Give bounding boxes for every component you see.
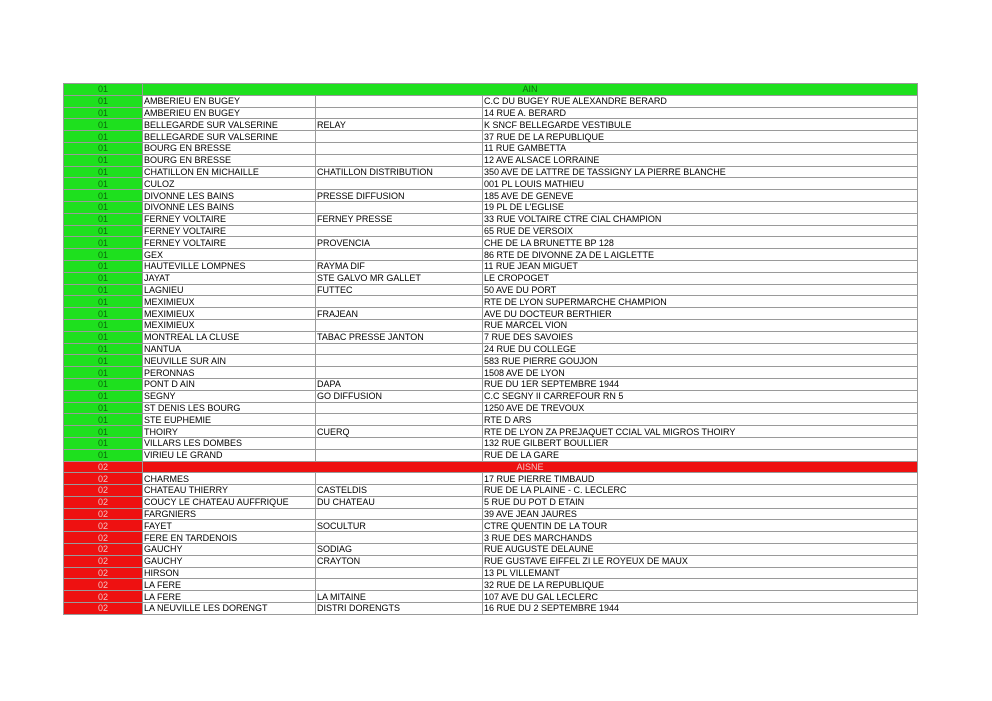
city-cell[interactable]: GAUCHY bbox=[143, 544, 316, 556]
address-cell[interactable]: RUE MARCEL VION bbox=[483, 319, 918, 331]
department-code-cell[interactable]: 01 bbox=[64, 343, 143, 355]
table-row bbox=[64, 402, 918, 414]
table-row bbox=[64, 544, 918, 556]
department-code-cell[interactable]: 01 bbox=[64, 284, 143, 296]
table-row bbox=[64, 355, 918, 367]
department-code-cell[interactable]: 02 bbox=[64, 508, 143, 520]
table-row bbox=[64, 201, 918, 213]
city-cell[interactable]: BOURG EN BRESSE bbox=[143, 154, 316, 166]
city-cell[interactable]: AMBERIEU EN BUGEY bbox=[143, 107, 316, 119]
company-cell[interactable] bbox=[316, 154, 483, 166]
address-cell[interactable]: 13 PL VILLEMANT bbox=[483, 567, 918, 579]
company-cell[interactable]: CHATILLON DISTRIBUTION bbox=[316, 166, 483, 178]
city-cell[interactable]: BOURG EN BRESSE bbox=[143, 142, 316, 154]
address-cell[interactable]: RUE DU 1ER SEPTEMBRE 1944 bbox=[483, 378, 918, 390]
department-code-cell[interactable]: 01 bbox=[64, 355, 143, 367]
department-code-cell[interactable]: 02 bbox=[64, 544, 143, 556]
address-cell[interactable]: 583 RUE PIERRE GOUJON bbox=[483, 355, 918, 367]
city-cell[interactable]: FERNEY VOLTAIRE bbox=[143, 225, 316, 237]
company-cell[interactable]: SODIAG bbox=[316, 544, 483, 556]
table-row bbox=[64, 154, 918, 166]
city-cell[interactable]: CHARMES bbox=[143, 473, 316, 485]
address-cell[interactable]: AVE DU DOCTEUR BERTHIER bbox=[483, 308, 918, 320]
department-code-cell[interactable]: 01 bbox=[64, 378, 143, 390]
address-cell[interactable]: 132 RUE GILBERT BOULLIER bbox=[483, 437, 918, 449]
table-row bbox=[64, 508, 918, 520]
department-code-cell[interactable]: 01 bbox=[64, 154, 143, 166]
address-cell[interactable]: 14 RUE A. BERARD bbox=[483, 107, 918, 119]
city-cell[interactable]: SEGNY bbox=[143, 390, 316, 402]
address-cell[interactable]: 86 RTE DE DIVONNE ZA DE L AIGLETTE bbox=[483, 249, 918, 261]
company-cell[interactable] bbox=[316, 449, 483, 461]
city-cell[interactable]: MONTREAL LA CLUSE bbox=[143, 331, 316, 343]
department-code-cell[interactable]: 01 bbox=[64, 437, 143, 449]
company-cell[interactable]: SOCULTUR bbox=[316, 520, 483, 532]
city-cell[interactable]: FERE EN TARDENOIS bbox=[143, 532, 316, 544]
address-cell[interactable]: 65 RUE DE VERSOIX bbox=[483, 225, 918, 237]
city-cell[interactable]: MEXIMIEUX bbox=[143, 296, 316, 308]
table-row bbox=[64, 367, 918, 379]
company-cell[interactable]: RAYMA DIF bbox=[316, 260, 483, 272]
table-row bbox=[64, 107, 918, 119]
city-cell[interactable]: FAYET bbox=[143, 520, 316, 532]
address-cell[interactable]: RUE DE LA PLAINE - C. LECLERC bbox=[483, 485, 918, 497]
company-cell[interactable]: CASTELDIS bbox=[316, 485, 483, 497]
company-cell[interactable] bbox=[316, 508, 483, 520]
address-cell[interactable]: RUE AUGUSTE DELAUNE bbox=[483, 544, 918, 556]
department-code-cell[interactable]: 01 bbox=[64, 260, 143, 272]
department-code-cell[interactable]: 01 bbox=[64, 225, 143, 237]
address-cell[interactable]: 17 RUE PIERRE TIMBAUD bbox=[483, 473, 918, 485]
company-cell[interactable]: DAPA bbox=[316, 378, 483, 390]
city-cell[interactable]: BELLEGARDE SUR VALSERINE bbox=[143, 131, 316, 143]
table-row bbox=[64, 532, 918, 544]
table-row bbox=[64, 449, 918, 461]
department-code-cell[interactable]: 01 bbox=[64, 367, 143, 379]
address-cell[interactable]: 16 RUE DU 2 SEPTEMBRE 1944 bbox=[483, 603, 918, 615]
table-row bbox=[64, 296, 918, 308]
city-cell[interactable]: CHATEAU THIERRY bbox=[143, 485, 316, 497]
city-cell[interactable]: BELLEGARDE SUR VALSERINE bbox=[143, 119, 316, 131]
department-code-cell[interactable]: 02 bbox=[64, 567, 143, 579]
department-code-cell[interactable]: 01 bbox=[64, 142, 143, 154]
address-cell[interactable]: 39 AVE JEAN JAURES bbox=[483, 508, 918, 520]
address-cell[interactable]: K SNCF BELLEGARDE VESTIBULE bbox=[483, 119, 918, 131]
company-cell[interactable] bbox=[316, 249, 483, 261]
department-code-cell[interactable]: 01 bbox=[64, 178, 143, 190]
department-code-cell[interactable]: 01 bbox=[64, 166, 143, 178]
company-cell[interactable]: STE GALVO MR GALLET bbox=[316, 272, 483, 284]
company-cell[interactable]: CUERQ bbox=[316, 426, 483, 438]
city-cell[interactable]: GAUCHY bbox=[143, 555, 316, 567]
company-cell[interactable]: RELAY bbox=[316, 119, 483, 131]
department-code-cell[interactable]: 02 bbox=[64, 603, 143, 615]
company-cell[interactable] bbox=[316, 414, 483, 426]
city-cell[interactable]: GEX bbox=[143, 249, 316, 261]
address-cell[interactable]: 33 RUE VOLTAIRE CTRE CIAL CHAMPION bbox=[483, 213, 918, 225]
table-row bbox=[64, 591, 918, 603]
company-cell[interactable] bbox=[316, 131, 483, 143]
department-code-cell[interactable]: 02 bbox=[64, 532, 143, 544]
address-cell[interactable]: 1250 AVE DE TREVOUX bbox=[483, 402, 918, 414]
department-code-cell[interactable]: 01 bbox=[64, 319, 143, 331]
department-code-cell[interactable]: 01 bbox=[64, 131, 143, 143]
city-cell[interactable]: COUCY LE CHATEAU AUFFRIQUE bbox=[143, 496, 316, 508]
table-row bbox=[64, 237, 918, 249]
address-cell[interactable]: 1508 AVE DE LYON bbox=[483, 367, 918, 379]
address-cell[interactable]: RTE D ARS bbox=[483, 414, 918, 426]
city-cell[interactable]: ST DENIS LES BOURG bbox=[143, 402, 316, 414]
table-row bbox=[64, 390, 918, 402]
address-cell[interactable]: RUE DE LA GARE bbox=[483, 449, 918, 461]
company-cell[interactable]: LA MITAINE bbox=[316, 591, 483, 603]
address-cell[interactable]: 24 RUE DU COLLEGE bbox=[483, 343, 918, 355]
address-cell[interactable]: 37 RUE DE LA REPUBLIQUE bbox=[483, 131, 918, 143]
company-cell[interactable] bbox=[316, 343, 483, 355]
department-code-cell[interactable]: 02 bbox=[64, 461, 143, 473]
company-cell[interactable]: DISTRI DORENGTS bbox=[316, 603, 483, 615]
city-cell[interactable]: LAGNIEU bbox=[143, 284, 316, 296]
department-code-cell[interactable]: 02 bbox=[64, 473, 143, 485]
table-row bbox=[64, 579, 918, 591]
city-cell[interactable]: HIRSON bbox=[143, 567, 316, 579]
city-cell[interactable]: FARGNIERS bbox=[143, 508, 316, 520]
company-cell[interactable]: DU CHATEAU bbox=[316, 496, 483, 508]
address-cell[interactable]: RUE GUSTAVE EIFFEL ZI LE ROYEUX DE MAUX bbox=[483, 555, 918, 567]
city-cell[interactable]: NEUVILLE SUR AIN bbox=[143, 355, 316, 367]
table-row bbox=[64, 142, 918, 154]
table-row bbox=[64, 555, 918, 567]
company-cell[interactable] bbox=[316, 95, 483, 107]
table-row bbox=[64, 520, 918, 532]
address-cell[interactable]: LE CROPOGET bbox=[483, 272, 918, 284]
address-cell[interactable]: 7 RUE DES SAVOIES bbox=[483, 331, 918, 343]
department-code-cell[interactable]: 01 bbox=[64, 201, 143, 213]
table-row bbox=[64, 319, 918, 331]
department-header-row bbox=[64, 84, 918, 96]
table-row bbox=[64, 284, 918, 296]
address-cell[interactable]: C.C SEGNY II CARREFOUR RN 5 bbox=[483, 390, 918, 402]
city-cell[interactable]: NANTUA bbox=[143, 343, 316, 355]
city-cell[interactable]: JAYAT bbox=[143, 272, 316, 284]
department-code-cell[interactable]: 01 bbox=[64, 237, 143, 249]
department-code-cell[interactable]: 01 bbox=[64, 190, 143, 202]
department-code-cell[interactable]: 01 bbox=[64, 84, 143, 96]
table-row bbox=[64, 178, 918, 190]
address-cell[interactable]: 50 AVE DU PORT bbox=[483, 284, 918, 296]
department-code-cell[interactable]: 01 bbox=[64, 272, 143, 284]
department-code-cell[interactable]: 01 bbox=[64, 119, 143, 131]
address-cell[interactable]: RTE DE LYON ZA PREJAQUET CCIAL VAL MIGROS THOIRY bbox=[483, 426, 918, 438]
address-cell[interactable]: 001 PL LOUIS MATHIEU bbox=[483, 178, 918, 190]
company-cell[interactable] bbox=[316, 402, 483, 414]
company-cell[interactable] bbox=[316, 473, 483, 485]
city-cell[interactable]: MEXIMIEUX bbox=[143, 319, 316, 331]
department-code-cell[interactable]: 02 bbox=[64, 520, 143, 532]
table-row bbox=[64, 473, 918, 485]
city-cell[interactable]: FERNEY VOLTAIRE bbox=[143, 237, 316, 249]
table-row bbox=[64, 272, 918, 284]
table-row bbox=[64, 249, 918, 261]
company-cell[interactable]: FRAJEAN bbox=[316, 308, 483, 320]
address-cell[interactable]: 5 RUE DU POT D ETAIN bbox=[483, 496, 918, 508]
table-row bbox=[64, 378, 918, 390]
address-cell[interactable]: 185 AVE DE GENEVE bbox=[483, 190, 918, 202]
table-row bbox=[64, 308, 918, 320]
table-row bbox=[64, 95, 918, 107]
department-code-cell[interactable]: 01 bbox=[64, 296, 143, 308]
department-code-cell[interactable]: 02 bbox=[64, 579, 143, 591]
company-cell[interactable]: PRESSE DIFFUSION bbox=[316, 190, 483, 202]
city-cell[interactable]: STE EUPHEMIE bbox=[143, 414, 316, 426]
city-cell[interactable]: FERNEY VOLTAIRE bbox=[143, 213, 316, 225]
table-row bbox=[64, 131, 918, 143]
department-code-cell[interactable]: 01 bbox=[64, 213, 143, 225]
address-cell[interactable]: 11 RUE JEAN MIGUET bbox=[483, 260, 918, 272]
city-cell[interactable]: VIRIEU LE GRAND bbox=[143, 449, 316, 461]
spreadsheet-table bbox=[63, 83, 918, 615]
company-cell[interactable] bbox=[316, 437, 483, 449]
company-cell[interactable] bbox=[316, 319, 483, 331]
city-cell[interactable]: DIVONNE LES BAINS bbox=[143, 201, 316, 213]
city-cell[interactable]: VILLARS LES DOMBES bbox=[143, 437, 316, 449]
department-code-cell[interactable]: 02 bbox=[64, 555, 143, 567]
address-cell[interactable]: 12 AVE ALSACE LORRAINE bbox=[483, 154, 918, 166]
department-code-cell[interactable]: 01 bbox=[64, 331, 143, 343]
city-cell[interactable]: DIVONNE LES BAINS bbox=[143, 190, 316, 202]
department-code-cell[interactable]: 01 bbox=[64, 107, 143, 119]
table-row bbox=[64, 119, 918, 131]
company-cell[interactable] bbox=[316, 532, 483, 544]
address-cell[interactable]: 3 RUE DES MARCHANDS bbox=[483, 532, 918, 544]
table-row bbox=[64, 485, 918, 497]
company-cell[interactable]: TABAC PRESSE JANTON bbox=[316, 331, 483, 343]
city-cell[interactable]: PONT D AIN bbox=[143, 378, 316, 390]
department-code-cell[interactable]: 01 bbox=[64, 402, 143, 414]
company-cell[interactable] bbox=[316, 579, 483, 591]
table-row bbox=[64, 426, 918, 438]
company-cell[interactable] bbox=[316, 142, 483, 154]
department-code-cell[interactable]: 02 bbox=[64, 485, 143, 497]
table-row bbox=[64, 260, 918, 272]
company-cell[interactable]: CRAYTON bbox=[316, 555, 483, 567]
table-row bbox=[64, 603, 918, 615]
department-code-cell[interactable]: 01 bbox=[64, 449, 143, 461]
company-cell[interactable] bbox=[316, 178, 483, 190]
table-row bbox=[64, 331, 918, 343]
city-cell[interactable]: LA FERE bbox=[143, 591, 316, 603]
city-cell[interactable]: LA FERE bbox=[143, 579, 316, 591]
company-cell[interactable] bbox=[316, 567, 483, 579]
table-row bbox=[64, 343, 918, 355]
department-name-cell[interactable]: AISNE bbox=[143, 461, 918, 473]
company-cell[interactable] bbox=[316, 296, 483, 308]
address-cell[interactable]: 350 AVE DE LATTRE DE TASSIGNY LA PIERRE BLANCHE bbox=[483, 166, 918, 178]
company-cell[interactable]: FERNEY PRESSE bbox=[316, 213, 483, 225]
table-row bbox=[64, 190, 918, 202]
company-cell[interactable] bbox=[316, 107, 483, 119]
company-cell[interactable] bbox=[316, 201, 483, 213]
department-code-cell[interactable]: 02 bbox=[64, 496, 143, 508]
table-row bbox=[64, 437, 918, 449]
department-code-cell[interactable]: 01 bbox=[64, 249, 143, 261]
department-code-cell[interactable]: 01 bbox=[64, 426, 143, 438]
city-cell[interactable]: AMBERIEU EN BUGEY bbox=[143, 95, 316, 107]
city-cell[interactable]: CULOZ bbox=[143, 178, 316, 190]
city-cell[interactable]: LA NEUVILLE LES DORENGT bbox=[143, 603, 316, 615]
address-cell[interactable]: 19 PL DE L'EGLISE bbox=[483, 201, 918, 213]
city-cell[interactable]: THOIRY bbox=[143, 426, 316, 438]
address-cell[interactable]: CHE DE LA BRUNETTE BP 128 bbox=[483, 237, 918, 249]
department-code-cell[interactable]: 01 bbox=[64, 414, 143, 426]
company-cell[interactable]: PROVENCIA bbox=[316, 237, 483, 249]
spreadsheet-body bbox=[64, 84, 918, 615]
table-row bbox=[64, 166, 918, 178]
table-row bbox=[64, 567, 918, 579]
department-code-cell[interactable]: 02 bbox=[64, 591, 143, 603]
address-cell[interactable]: 107 AVE DU GAL LECLERC bbox=[483, 591, 918, 603]
company-cell[interactable]: FUTTEC bbox=[316, 284, 483, 296]
department-code-cell[interactable]: 01 bbox=[64, 308, 143, 320]
company-cell[interactable] bbox=[316, 355, 483, 367]
city-cell[interactable]: MEXIMIEUX bbox=[143, 308, 316, 320]
company-cell[interactable]: GO DIFFUSION bbox=[316, 390, 483, 402]
table-row bbox=[64, 414, 918, 426]
department-code-cell[interactable]: 01 bbox=[64, 95, 143, 107]
address-cell[interactable]: 32 RUE DE LA REPUBLIQUE bbox=[483, 579, 918, 591]
address-cell[interactable]: 11 RUE GAMBETTA bbox=[483, 142, 918, 154]
city-cell[interactable]: HAUTEVILLE LOMPNES bbox=[143, 260, 316, 272]
city-cell[interactable]: PERONNAS bbox=[143, 367, 316, 379]
department-name-cell[interactable]: AIN bbox=[143, 84, 918, 96]
table-row bbox=[64, 225, 918, 237]
table-row bbox=[64, 213, 918, 225]
company-cell[interactable] bbox=[316, 367, 483, 379]
department-header-row bbox=[64, 461, 918, 473]
address-cell[interactable]: C.C DU BUGEY RUE ALEXANDRE BERARD bbox=[483, 95, 918, 107]
company-cell[interactable] bbox=[316, 225, 483, 237]
table-row bbox=[64, 496, 918, 508]
department-code-cell[interactable]: 01 bbox=[64, 390, 143, 402]
address-cell[interactable]: RTE DE LYON SUPERMARCHE CHAMPION bbox=[483, 296, 918, 308]
city-cell[interactable]: CHATILLON EN MICHAILLE bbox=[143, 166, 316, 178]
address-cell[interactable]: CTRE QUENTIN DE LA TOUR bbox=[483, 520, 918, 532]
